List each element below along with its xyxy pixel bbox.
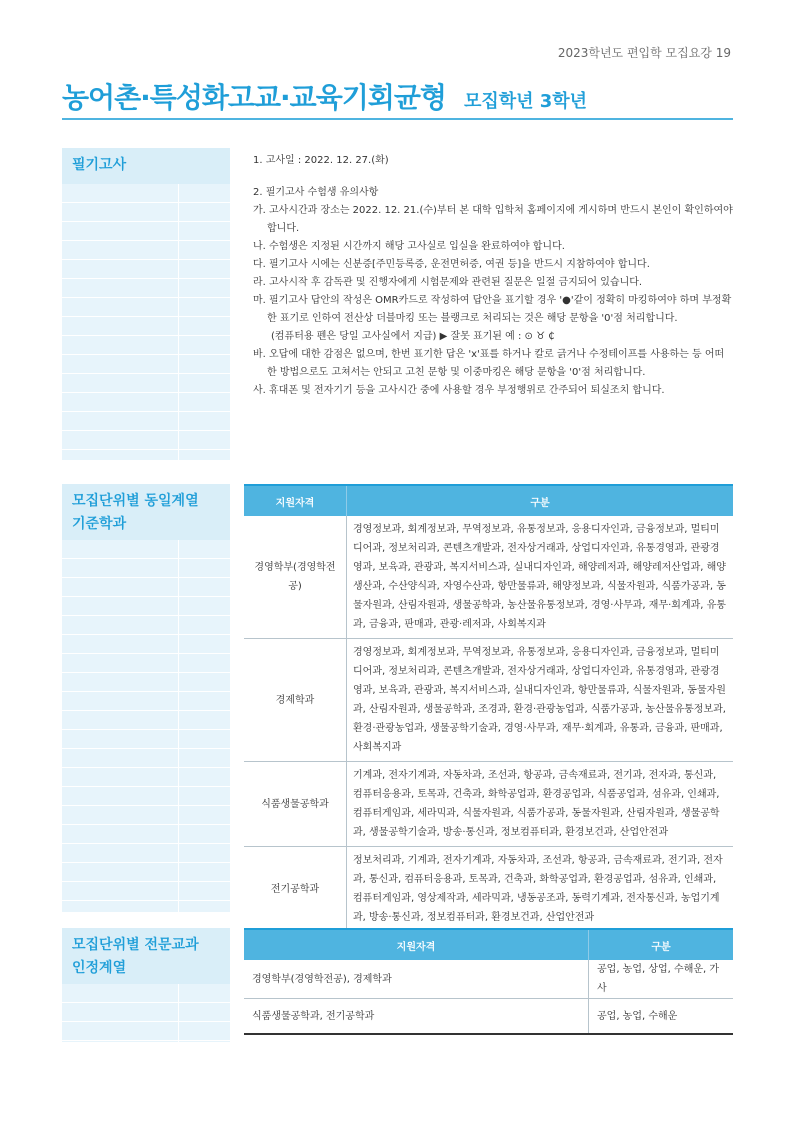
sidebar-same-field-stripes: [62, 540, 230, 912]
unit-cell: 식품생물공학과: [244, 762, 347, 847]
major-field-table: [244, 928, 733, 1035]
marking-note: (컴퓨터용 펜은 당일 고사실에서 지급) ▶ 잘못 표기된 예 : ⊙ ♉ ₵: [271, 331, 555, 342]
sidebar-same-field: [62, 484, 230, 912]
notice-item: 다. 필기고사 시에는 신분증[주민등록증, 운전면허증, 여권 등]을 반드시 지참하여야 합니다.: [253, 259, 650, 270]
page-title: [62, 76, 587, 116]
page-header: 2023학년도 편입학 모집요강 19: [557, 46, 731, 60]
table-header: 지원자격: [244, 485, 347, 516]
table-row: [244, 762, 733, 847]
notice-item: 마. 필기고사 답안의 작성은 OMR카드로 작성하여 답안을 표기할 경우 '●'같이 정확히 마킹하여야 하며 부정확한 표기로 인하여 전산상 더블마킹 또는 블랭크로 처리되는 것은 해당 문항을 '0'점 처리합니다.: [253, 295, 732, 324]
unit-cell: 경제학과: [244, 639, 347, 762]
sidebar-exam-stripes: [62, 184, 230, 460]
sidebar-exam: [62, 148, 230, 460]
major-field-table-wrap: [244, 928, 733, 1035]
field-cell: 공업, 농업, 수해운: [589, 999, 734, 1035]
title-sub: 모집학년 3학년: [463, 91, 588, 112]
table-row: [244, 960, 733, 999]
table-header: 구분: [347, 485, 734, 516]
unit-cell: 식품생물공학과, 전기공학과: [244, 999, 589, 1035]
unit-cell: 경영학부(경영학전공), 경제학과: [244, 960, 589, 999]
notice-item: 나. 수험생은 지정된 시간까지 해당 고사실로 입실을 완료하여야 합니다.: [253, 241, 565, 252]
sidebar-label-line: 인정계열: [72, 960, 127, 976]
sidebar-same-field-label: [62, 484, 230, 540]
exam-notice-title: 2. 필기고사 수험생 유의사항: [253, 187, 379, 198]
unit-cell: 경영학부(경영학전공): [244, 516, 347, 639]
same-field-table-wrap: [244, 484, 733, 933]
table-row: [244, 999, 733, 1035]
notice-item: 바. 오답에 대한 감점은 없으며, 한번 표기한 답은 'x'표를 하거나 칼로 긁거나 수정테이프를 사용하는 등 어떠한 방법으로도 고쳐서는 안되고 고친 문항 및 이중마킹은 해당 문항을 '0'점 처리합니다.: [253, 349, 725, 378]
table-row: [244, 639, 733, 762]
sidebar-major-field-label: [62, 928, 230, 984]
notice-item: 가. 고사시간과 장소는 2022. 12. 21.(수)부터 본 대학 입학처 홈페이지에 게시하며 반드시 본인이 확인하여야 합니다.: [253, 205, 733, 234]
exam-content: [253, 152, 733, 400]
field-cell: 공업, 농업, 상업, 수해운, 가사: [589, 960, 734, 999]
dept-cell: 기계과, 전자기계과, 자동차과, 조선과, 항공과, 금속재료과, 전기과, 전자과, 통신과, 컴퓨터응용과, 토목과, 건축과, 화학공업과, 환경공업과, 식품공업과, 섬유과, 인쇄과, 컴퓨터게임과, 세라믹과, 식물자원과, 식품가공과, 동물자원과, 산림자원과, 생물공학과, 생물공학기술과, 방송·통신과, 정보컴퓨터과, 환경보건과, 산업안전과: [347, 762, 734, 847]
notice-item: 사. 휴대폰 및 전자기기 등을 고사시간 중에 사용할 경우 부정행위로 간주되어 퇴실조치 합니다.: [253, 385, 665, 396]
table-row: [244, 516, 733, 639]
dept-cell: 정보처리과, 기계과, 전자기계과, 자동차과, 조선과, 항공과, 금속재료과, 전기과, 전자과, 통신과, 컴퓨터응용과, 토목과, 건축과, 화학공업과, 환경공업과, 섬유과, 인쇄과, 컴퓨터게임과, 영상제작과, 세라믹과, 냉동공조과, 동력기계과, 전자통신과, 농업기계과, 방송·통신과, 정보컴퓨터과, 환경보건과, 산업안전과: [347, 847, 734, 933]
notice-item: 라. 고사시작 후 감독관 및 진행자에게 시험문제와 관련된 질문은 일절 금지되어 있습니다.: [253, 277, 643, 288]
title-divider: [62, 118, 733, 120]
sidebar-major-field-stripes: [62, 984, 230, 1042]
unit-cell: 전기공학과: [244, 847, 347, 933]
dept-cell: 경영정보과, 회계정보과, 무역정보과, 유통정보과, 응용디자인과, 금융정보과, 멀티미디어과, 정보처리과, 콘텐츠개발과, 전자상거래과, 상업디자인과, 유통경영과, 관광경영과, 보육과, 관광과, 복지서비스과, 실내디자인과, 항만물류과, 식물자원과, 동물자원과, 산림자원과, 생물공학과, 조경과, 환경·관광농업과, 식품가공과, 농산물유통정보과, 환경·관광농업과, 생물공학기술과, 경영·사무과, 재무·회계과, 유통과, 금융과, 판매과, 사회복지과: [347, 639, 734, 762]
sidebar-label-line: 기준학과: [72, 516, 127, 532]
table-header: 구분: [589, 929, 734, 960]
sidebar-exam-label: 필기고사: [62, 148, 230, 184]
exam-date: 1. 고사일 : 2022. 12. 27.(화): [253, 155, 389, 166]
sidebar-major-field: [62, 928, 230, 1042]
table-header: 지원자격: [244, 929, 589, 960]
same-field-table: [244, 484, 733, 933]
title-main: 농어촌·특성화고교·교육기회균형: [62, 81, 446, 114]
sidebar-label-line: 모집단위별 동일계열: [72, 493, 199, 509]
table-row: [244, 847, 733, 933]
sidebar-label-line: 모집단위별 전문교과: [72, 937, 199, 953]
dept-cell: 경영정보과, 회계정보과, 무역정보과, 유통정보과, 응용디자인과, 금융정보과, 멀티미디어과, 정보처리과, 콘텐츠개발과, 전자상거래과, 상업디자인과, 유통경영과, 관광경영과, 보육과, 관광과, 복지서비스과, 실내디자인과, 해양레저과, 해양레저산업과, 해양생산과, 수산양식과, 자영수산과, 항만물류과, 해양정보과, 식물자원과, 식품가공과, 동물자원과, 산림자원과, 생물공학과, 농산물유통정보과, 경영·사무과, 재무·회계과, 유통과, 금융과, 판매과, 관광·레저과, 사회복지과: [347, 516, 734, 639]
